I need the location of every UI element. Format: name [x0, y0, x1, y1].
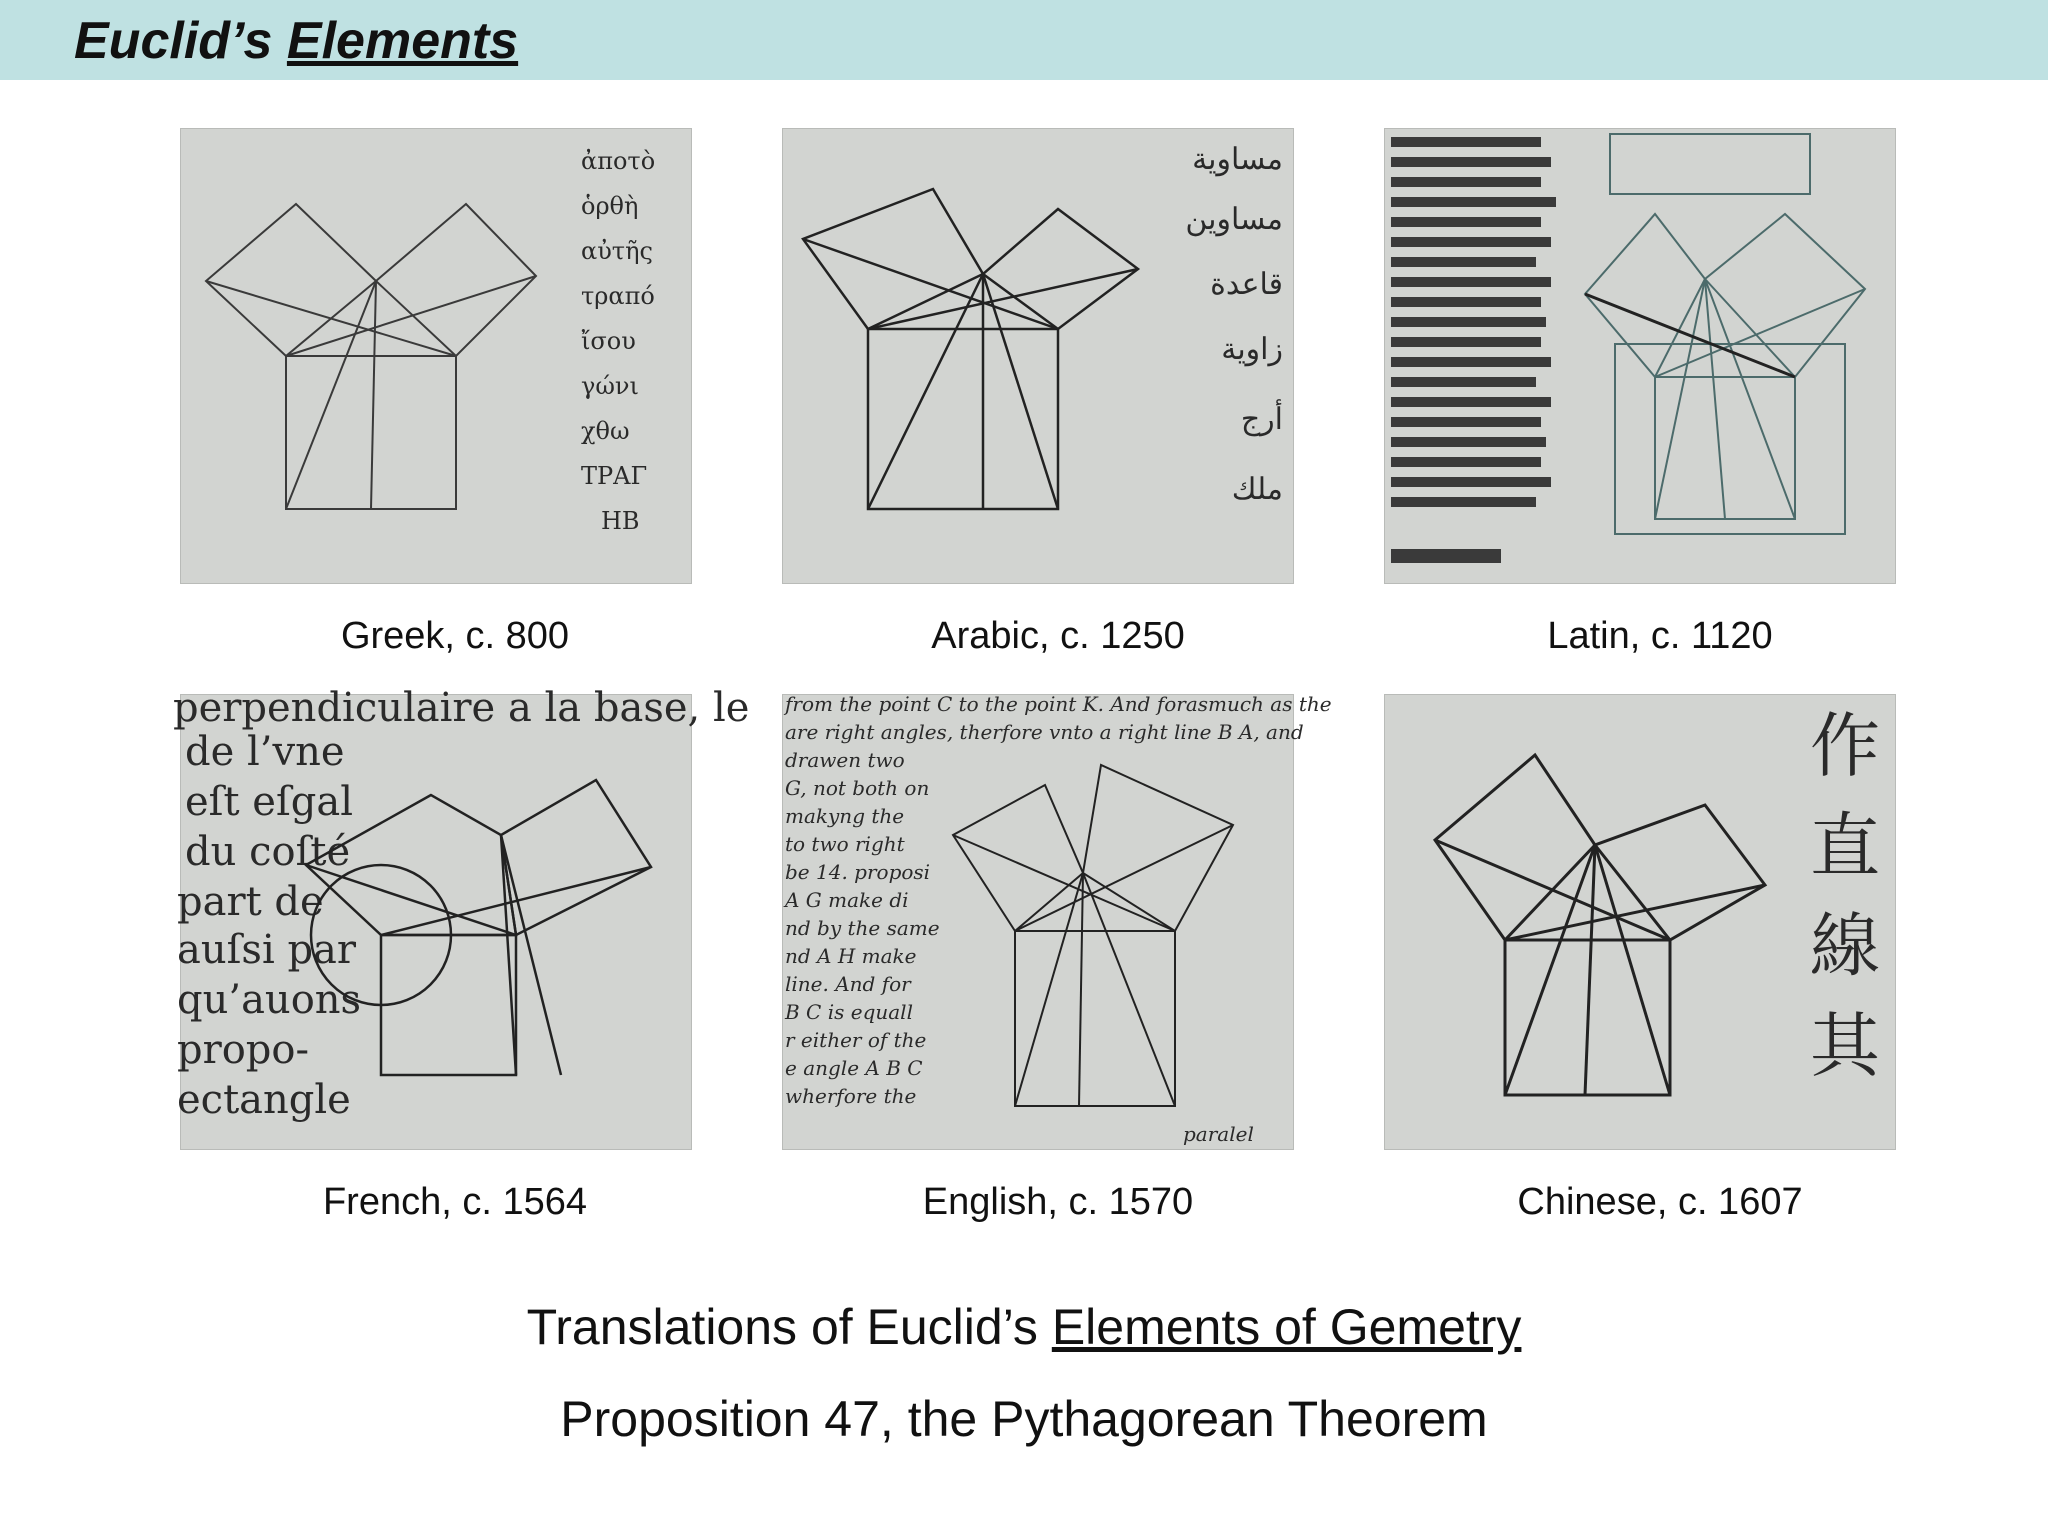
greek-margin-line: ἀποτὸ	[581, 147, 656, 175]
caption-french: French, c. 1564	[322, 1181, 588, 1223]
english-margin-line: G, not both on	[785, 776, 930, 800]
english-margin-line: e angle A B C	[785, 1056, 923, 1080]
caption-latin: Latin, c. 1120	[1547, 615, 1773, 657]
arabic-margin-line: زاوية	[1221, 332, 1283, 367]
greek-margin-line: χθω	[581, 417, 630, 445]
caption-greek: Greek, c. 800	[340, 615, 570, 657]
english-margin-line: nd A H make	[785, 944, 917, 968]
subtitle-emphasis: Elements of Gemetry	[1051, 1299, 1522, 1355]
french-margin-line: part de	[177, 879, 324, 925]
english-margin-line: from the point C to the point K. And forasmuch as the	[785, 692, 1332, 716]
figure-latin	[1384, 128, 1896, 584]
arabic-margin-line: ملك	[1231, 472, 1283, 507]
arabic-margin-line: أرج	[1240, 402, 1283, 437]
caption-english: English, c. 1570	[922, 1181, 1194, 1223]
chinese-margin-line: 直	[1810, 805, 1880, 887]
figure-greek	[180, 128, 692, 584]
english-margin-line: A G make di	[785, 888, 909, 912]
english-margin-line: nd by the same	[785, 916, 940, 940]
greek-diagram-image	[181, 129, 691, 583]
english-margin-line: drawen two	[785, 748, 905, 772]
french-margin-line: ectangle	[177, 1077, 351, 1123]
french-margin-line: de l’vne	[185, 729, 345, 775]
title-prefix: Euclid’s	[74, 12, 287, 70]
title-emphasis: Elements	[286, 12, 519, 70]
greek-margin-line: τραπό	[581, 282, 655, 310]
arabic-diagram-image	[783, 129, 1293, 583]
english-margin-line: makyng the	[785, 804, 905, 828]
french-margin-line: eſt eſgal	[185, 779, 353, 825]
english-margin-line: are right angles, therfore vnto a right line B A, and	[785, 720, 1304, 744]
english-diagram-image	[783, 692, 1332, 1149]
french-margin-line: qu’auons	[177, 977, 362, 1023]
english-margin-line: B C is equall	[785, 1000, 913, 1024]
french-margin-line: propo-	[177, 1027, 310, 1073]
french-diagram-image	[173, 685, 750, 1149]
english-margin-line: paralel	[1183, 1122, 1254, 1146]
chinese-margin-line: 線	[1810, 905, 1880, 987]
slide-title	[74, 8, 518, 74]
french-margin-line: perpendiculaire a la base, le	[173, 685, 750, 731]
figure-english	[782, 692, 1332, 1150]
subtitle-line-2: Proposition 47, the Pythagorean Theorem	[560, 1391, 1488, 1447]
chinese-margin-line: 其	[1810, 1005, 1880, 1087]
subtitle-prefix: Translations of Euclid’s	[526, 1299, 1052, 1355]
english-margin-line: be 14. proposi	[785, 860, 931, 884]
caption-chinese: Chinese, c. 1607	[1517, 1181, 1803, 1223]
arabic-margin-line: مساوين	[1185, 202, 1283, 237]
greek-margin-line: ἴσου	[581, 327, 636, 355]
chinese-diagram-image	[1385, 695, 1895, 1149]
caption-arabic: Arabic, c. 1250	[931, 615, 1185, 657]
english-margin-line: line. And for	[785, 972, 911, 996]
arabic-margin-line: قاعدة	[1210, 267, 1283, 302]
greek-margin-line: γώνι	[581, 372, 639, 400]
greek-margin-line: ΤΡΑΓ	[581, 462, 648, 490]
arabic-margin-line: مساوية	[1192, 142, 1283, 177]
english-margin-line: wherfore the	[785, 1084, 917, 1108]
greek-margin-line: ὁρθὴ	[581, 192, 639, 220]
greek-margin-line: αὐτῆς	[581, 237, 653, 265]
figure-arabic	[782, 128, 1294, 584]
english-margin-line: r either of the	[785, 1028, 927, 1052]
latin-diagram-image	[1385, 129, 1895, 583]
greek-margin-line: ΗΒ	[601, 507, 640, 535]
title-bar	[0, 0, 2048, 80]
french-margin-line: auſsi par	[177, 927, 357, 973]
english-margin-line: to two right	[785, 832, 905, 856]
subtitle-line-1	[0, 1296, 2048, 1358]
chinese-margin-line: 作	[1810, 705, 1880, 787]
figure-chinese	[1384, 694, 1896, 1150]
french-margin-line: du coſté	[185, 829, 351, 875]
figure-french	[173, 685, 750, 1150]
